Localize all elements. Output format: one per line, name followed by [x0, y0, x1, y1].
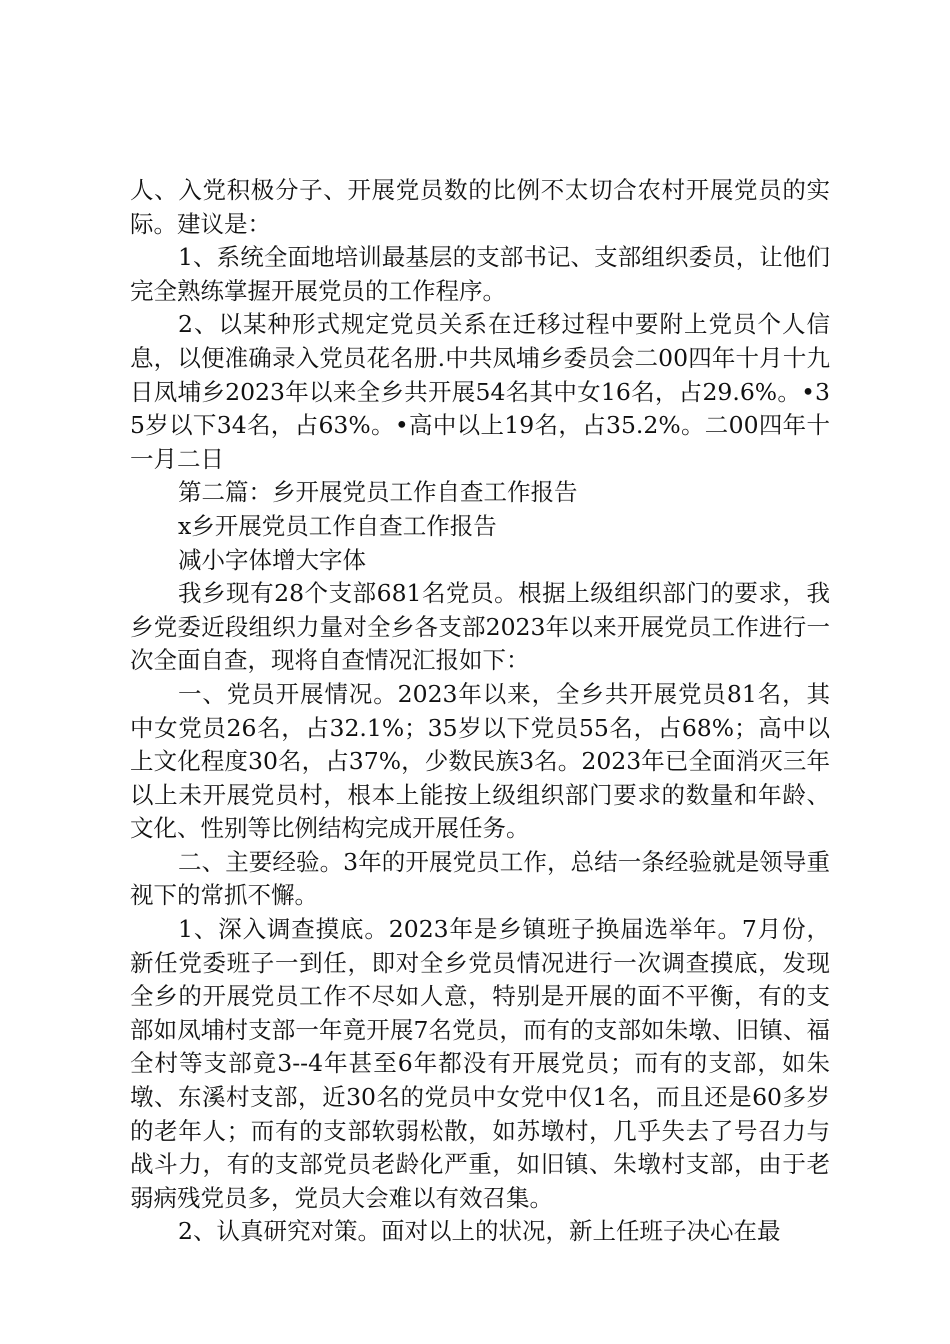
- paragraph-suggestion-1: 1、系统全面地培训最基层的支部书记、支部组织委员，让他们完全熟练掌握开展党员的工作程序。: [130, 243, 830, 305]
- paragraph-section-one: 一、党员开展情况。2023年以来，全乡共开展党员81名，其中女党员26名，占32.1%；35岁以下党员55名，占68%；高中以上文化程度30名，占37%，少数民族3名。2023年已全面消灭三年以上未开展党员村，根本上能按上级组织部门要求的数量和年龄、文化、性别等比例结构完成开展任务。: [130, 679, 830, 843]
- document-body: [130, 174, 830, 1249]
- font-size-controls-text: 减小字体增大字体: [178, 545, 366, 574]
- report-title: x乡开展党员工作自查工作报告: [178, 511, 497, 540]
- paragraph-overview: 我乡现有28个支部681名党员。根据上级组织部门的要求，我乡党委近段组织力量对全乡各支部2023年以来开展党员工作进行一次全面自查，现将自查情况汇报如下：: [130, 579, 830, 675]
- paragraph-suggestion-2: 2、以某种形式规定党员关系在迁移过程中要附上党员个人信息，以便准确录入党员花名册.中共凤埔乡委员会二00四年十月十九日凤埔乡2023年以来全乡共开展54名其中女16名，占29.6%。•35岁以下34名，占63%。•高中以上19名，占35.2%。二00四年十一月二日: [130, 310, 830, 473]
- paragraph-countermeasures: 2、认真研究对策。面对以上的状况，新上任班子决心在最: [178, 1217, 781, 1246]
- section-title-part-two: 第二篇：乡开展党员工作自查工作报告: [178, 478, 578, 507]
- paragraph-section-two: 二、主要经验。3年的开展党员工作，总结一条经验就是领导重视下的常抓不懈。: [130, 847, 830, 910]
- paragraph-investigation: 1、深入调查摸底。2023年是乡镇班子换届选举年。7月份，新任党委班子一到任，即对全乡党员情况进行一次调查摸底，发现全乡的开展党员工作不尽如人意，特别是开展的面不平衡，有的支部如凤埔村支部一年竟开展7名党员，而有的支部如朱墩、旧镇、福全村等支部竟3--4年甚至6年都没有开展党员；而有的支部，如朱墩、东溪村支部，近30名的党员中女党中仅1名，而且还是60多岁的老年人；而有的支部软弱松散，如苏墩村，几乎失去了号召力与战斗力，有的支部党员老龄化严重，如旧镇、朱墩村支部，由于老弱病残党员多，党员大会难以有效召集。: [130, 915, 830, 1212]
- paragraph-intro-continuation: 人、入党积极分子、开展党员数的比例不太切合农村开展党员的实际。建议是：: [130, 176, 830, 238]
